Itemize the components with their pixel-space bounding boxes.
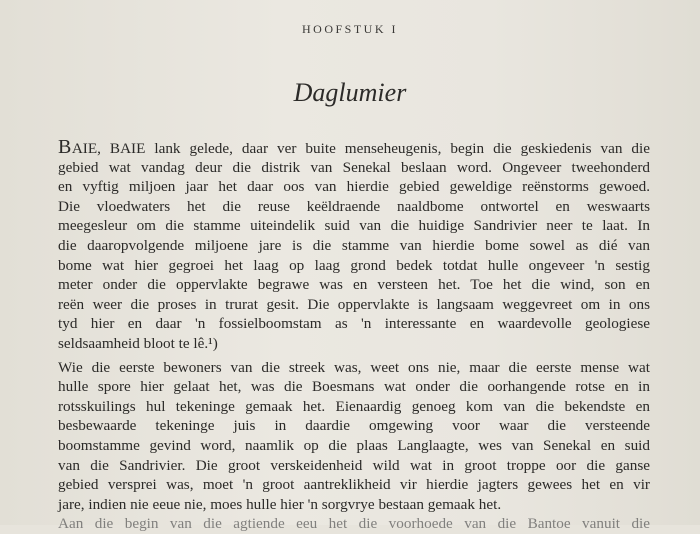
paragraph-2 xyxy=(58,358,650,534)
text-line-cutoff: Aan die begin van die agtiende eeu het die voorhoede van die Bantoe vanuit die xyxy=(58,515,650,533)
text-line: bome wat hier gegroei het laag op laag grond bedek totdat hulle ongeveer 'n sestig xyxy=(58,256,650,274)
text-line: besbewaarde tekeninge juis in daardie omgewing voor waar die versteende xyxy=(58,417,650,435)
text-line: en vyftig miljoen jaar het daar oos van hierdie gebied geweldige reënstorms gewoed. xyxy=(58,178,650,196)
paragraph-1 xyxy=(58,138,650,354)
body-text xyxy=(58,138,650,534)
text-line: meter onder die oppervlakte begrawe was en versteen het. Toe het die wind, son en xyxy=(58,276,650,294)
text-line: gebied wat vandag deur die distrik van Senekal beslaan word. Ongeveer tweehonderd xyxy=(58,158,650,176)
text-line: Wie die eerste bewoners van die streek was, weet ons nie, maar die eerste mense wat xyxy=(58,358,650,376)
text-line: Die vloedwaters het die reuse keëldraende naaldbome ontwortel en weswaarts xyxy=(58,197,650,215)
text-line-content: AIE, BAIE lank gelede, daar ver buite menseheugenis, begin die geskiedenis van die xyxy=(71,140,650,157)
text-line xyxy=(58,138,650,158)
text-line: meegesleur om die stamme uiteindelik suid van die huidige Sandrivier neer te laat. In xyxy=(58,217,650,235)
text-line: rotsskuilings hul tekeninge gemaak het. Eienaardig genoeg kom van die bekendste en xyxy=(58,397,650,415)
chapter-title: Daglumier xyxy=(293,78,407,107)
text-line: die daaropvolgende miljoene jare is die stamme van hierdie bome sowel as dié van xyxy=(58,236,650,254)
text-line: van die Sandrivier. Die groot verskeidenheid wild wat in groot troppe oor die ganse xyxy=(58,456,650,474)
drop-cap: B xyxy=(58,136,72,158)
text-line: reën weer die proses in trurat gesit. Die oppervlakte is langsaam weggevreet om in ons xyxy=(58,295,650,313)
text-line: hulle spore hier gelaat het, was die Boesmans wat onder die oorhangende rotse en in xyxy=(58,378,650,396)
text-line: seldsaamheid bloot te lê.¹) xyxy=(58,334,218,352)
text-line: jare, indien nie eeue nie, moes hulle hier 'n sorgvrye bestaan gemaak het. xyxy=(58,495,502,513)
text-line: tyd hier en daar 'n fossielboomstam as 'n interessante en waardevolle geologiese xyxy=(58,315,650,333)
chapter-label: HOOFSTUK I xyxy=(301,22,398,36)
text-line: gebied versprei was, moet 'n groot aantreklikheid vir hierdie jagters gewees het en vir xyxy=(58,476,650,494)
text-line: boomstamme gevind word, naamlik op die plaas Langlaagte, wes van Senekal en suid xyxy=(58,436,650,454)
